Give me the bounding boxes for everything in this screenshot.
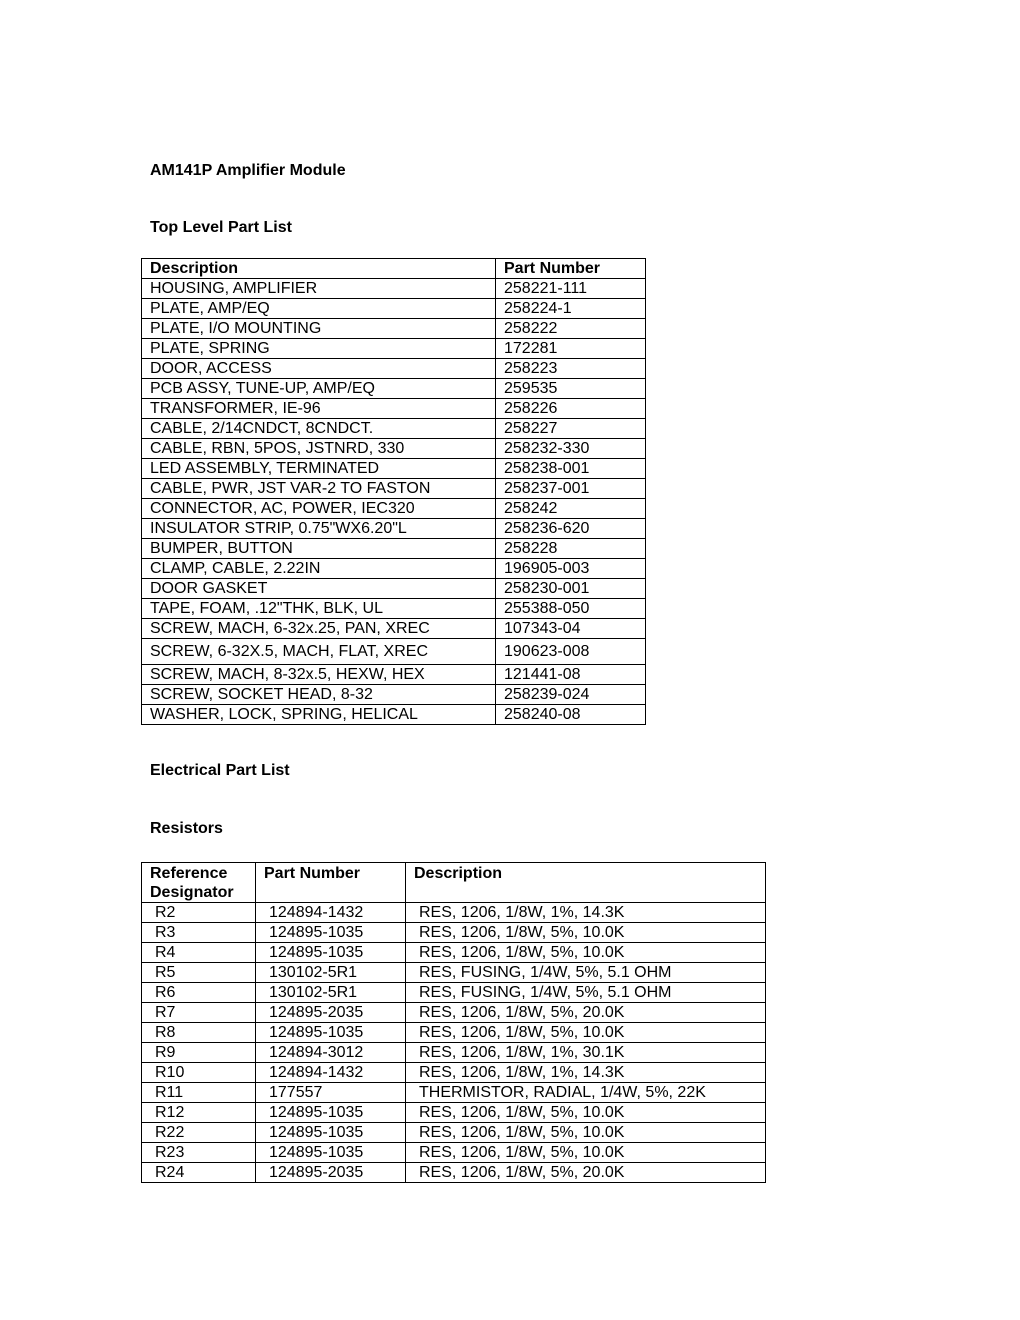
cell-part-number: 121441-08 <box>496 665 646 685</box>
cell-reference-designator: R22 <box>142 1123 256 1143</box>
table-row <box>142 599 646 619</box>
cell-description: CABLE, PWR, JST VAR-2 TO FASTON <box>142 479 496 499</box>
cell-reference-designator: R23 <box>142 1143 256 1163</box>
table-row <box>142 1123 766 1143</box>
cell-description: SCREW, MACH, 6-32x.25, PAN, XREC <box>142 619 496 639</box>
cell-description: CABLE, 2/14CNDCT, 8CNDCT. <box>142 419 496 439</box>
table-row <box>142 619 646 639</box>
cell-reference-designator: R9 <box>142 1043 256 1063</box>
cell-reference-designator: R5 <box>142 963 256 983</box>
cell-part-number: 124895-1035 <box>256 1123 406 1143</box>
cell-part-number: 258239-024 <box>496 685 646 705</box>
cell-description: THERMISTOR, RADIAL, 1/4W, 5%, 22K <box>406 1083 766 1103</box>
cell-part-number: 255388-050 <box>496 599 646 619</box>
cell-description: PLATE, AMP/EQ <box>142 299 496 319</box>
cell-description: BUMPER, BUTTON <box>142 539 496 559</box>
cell-part-number: 124895-2035 <box>256 1163 406 1183</box>
cell-description: DOOR GASKET <box>142 579 496 599</box>
cell-part-number: 258242 <box>496 499 646 519</box>
table-row <box>142 399 646 419</box>
cell-part-number: 177557 <box>256 1083 406 1103</box>
cell-description: RES, 1206, 1/8W, 5%, 20.0K <box>406 1003 766 1023</box>
table-row <box>142 479 646 499</box>
cell-reference-designator: R6 <box>142 983 256 1003</box>
cell-part-number: 124895-1035 <box>256 1103 406 1123</box>
cell-description: RES, FUSING, 1/4W, 5%, 5.1 OHM <box>406 963 766 983</box>
cell-part-number: 124895-1035 <box>256 923 406 943</box>
cell-part-number: 130102-5R1 <box>256 983 406 1003</box>
cell-part-number: 258223 <box>496 359 646 379</box>
cell-part-number: 258221-111 <box>496 279 646 299</box>
table-row <box>142 639 646 665</box>
cell-description: RES, FUSING, 1/4W, 5%, 5.1 OHM <box>406 983 766 1003</box>
top-level-heading: Top Level Part List <box>150 219 292 236</box>
cell-description: DOOR, ACCESS <box>142 359 496 379</box>
table-row <box>142 705 646 725</box>
cell-description: CABLE, RBN, 5POS, JSTNRD, 330 <box>142 439 496 459</box>
cell-description: RES, 1206, 1/8W, 5%, 20.0K <box>406 1163 766 1183</box>
table-row <box>142 519 646 539</box>
cell-part-number: 124894-1432 <box>256 1063 406 1083</box>
table-row <box>142 1003 766 1023</box>
table-row <box>142 299 646 319</box>
cell-part-number: 124895-1035 <box>256 943 406 963</box>
table-row <box>142 1083 766 1103</box>
cell-description: RES, 1206, 1/8W, 1%, 30.1K <box>406 1043 766 1063</box>
cell-part-number: 130102-5R1 <box>256 963 406 983</box>
cell-description: CLAMP, CABLE, 2.22IN <box>142 559 496 579</box>
cell-part-number: 258227 <box>496 419 646 439</box>
table-header-row <box>142 259 646 279</box>
table-row <box>142 685 646 705</box>
table-row <box>142 419 646 439</box>
cell-reference-designator: R4 <box>142 943 256 963</box>
cell-part-number: 258237-001 <box>496 479 646 499</box>
table-row <box>142 923 766 943</box>
cell-description: CONNECTOR, AC, POWER, IEC320 <box>142 499 496 519</box>
table-row <box>142 665 646 685</box>
cell-description: TRANSFORMER, IE-96 <box>142 399 496 419</box>
cell-part-number: 259535 <box>496 379 646 399</box>
table-row <box>142 319 646 339</box>
cell-reference-designator: R3 <box>142 923 256 943</box>
table-row <box>142 559 646 579</box>
cell-part-number: 258226 <box>496 399 646 419</box>
table-header-row <box>142 863 766 903</box>
cell-part-number: 258224-1 <box>496 299 646 319</box>
cell-part-number: 258222 <box>496 319 646 339</box>
cell-description: LED ASSEMBLY, TERMINATED <box>142 459 496 479</box>
cell-reference-designator: R7 <box>142 1003 256 1023</box>
table-row <box>142 539 646 559</box>
cell-description: RES, 1206, 1/8W, 5%, 10.0K <box>406 1023 766 1043</box>
cell-description: RES, 1206, 1/8W, 5%, 10.0K <box>406 923 766 943</box>
cell-part-number: 258228 <box>496 539 646 559</box>
cell-description: SCREW, SOCKET HEAD, 8-32 <box>142 685 496 705</box>
cell-part-number: 124894-1432 <box>256 903 406 923</box>
cell-part-number: 124895-2035 <box>256 1003 406 1023</box>
table-row <box>142 1023 766 1043</box>
cell-part-number: 124895-1035 <box>256 1143 406 1163</box>
electrical-heading: Electrical Part List <box>150 762 290 779</box>
cell-description: RES, 1206, 1/8W, 5%, 10.0K <box>406 1103 766 1123</box>
cell-part-number: 196905-003 <box>496 559 646 579</box>
cell-part-number: 124894-3012 <box>256 1043 406 1063</box>
cell-part-number: 124895-1035 <box>256 1023 406 1043</box>
cell-reference-designator: R10 <box>142 1063 256 1083</box>
resistors-heading: Resistors <box>150 820 223 837</box>
cell-description: RES, 1206, 1/8W, 1%, 14.3K <box>406 1063 766 1083</box>
document-title: AM141P Amplifier Module <box>150 162 346 179</box>
cell-part-number: 258230-001 <box>496 579 646 599</box>
table-row <box>142 1143 766 1163</box>
table-row <box>142 1043 766 1063</box>
table-row <box>142 359 646 379</box>
cell-reference-designator: R12 <box>142 1103 256 1123</box>
table-row <box>142 439 646 459</box>
cell-part-number: 258236-620 <box>496 519 646 539</box>
cell-description: PCB ASSY, TUNE-UP, AMP/EQ <box>142 379 496 399</box>
cell-description: INSULATOR STRIP, 0.75"WX6.20"L <box>142 519 496 539</box>
cell-part-number: 172281 <box>496 339 646 359</box>
cell-description: HOUSING, AMPLIFIER <box>142 279 496 299</box>
table-row <box>142 1063 766 1083</box>
column-header-part-number: Part Number <box>496 259 646 279</box>
cell-description: RES, 1206, 1/8W, 5%, 10.0K <box>406 1123 766 1143</box>
cell-reference-designator: R24 <box>142 1163 256 1183</box>
cell-description: RES, 1206, 1/8W, 5%, 10.0K <box>406 943 766 963</box>
table-row <box>142 459 646 479</box>
cell-description: SCREW, 6-32X.5, MACH, FLAT, XREC <box>142 639 496 665</box>
table-row <box>142 339 646 359</box>
cell-part-number: 258238-001 <box>496 459 646 479</box>
table-row <box>142 379 646 399</box>
cell-part-number: 107343-04 <box>496 619 646 639</box>
cell-reference-designator: R2 <box>142 903 256 923</box>
cell-description: TAPE, FOAM, .12"THK, BLK, UL <box>142 599 496 619</box>
table-row <box>142 1103 766 1123</box>
cell-description: RES, 1206, 1/8W, 1%, 14.3K <box>406 903 766 923</box>
table-row <box>142 903 766 923</box>
column-header-description: Description <box>406 863 766 903</box>
cell-part-number: 258240-08 <box>496 705 646 725</box>
cell-reference-designator: R11 <box>142 1083 256 1103</box>
cell-part-number: 258232-330 <box>496 439 646 459</box>
cell-part-number: 190623-008 <box>496 639 646 665</box>
table-row <box>142 579 646 599</box>
column-header-description: Description <box>142 259 496 279</box>
cell-description: PLATE, I/O MOUNTING <box>142 319 496 339</box>
table-row <box>142 943 766 963</box>
resistor-part-table <box>141 862 766 1183</box>
table-row <box>142 983 766 1003</box>
cell-reference-designator: R8 <box>142 1023 256 1043</box>
table-row <box>142 499 646 519</box>
column-header-reference-designator: Reference Designator <box>142 863 256 903</box>
top-level-part-table <box>141 258 646 725</box>
table-row <box>142 963 766 983</box>
cell-description: WASHER, LOCK, SPRING, HELICAL <box>142 705 496 725</box>
table-row <box>142 1163 766 1183</box>
cell-description: PLATE, SPRING <box>142 339 496 359</box>
column-header-part-number: Part Number <box>256 863 406 903</box>
cell-description: SCREW, MACH, 8-32x.5, HEXW, HEX <box>142 665 496 685</box>
table-row <box>142 279 646 299</box>
cell-description: RES, 1206, 1/8W, 5%, 10.0K <box>406 1143 766 1163</box>
